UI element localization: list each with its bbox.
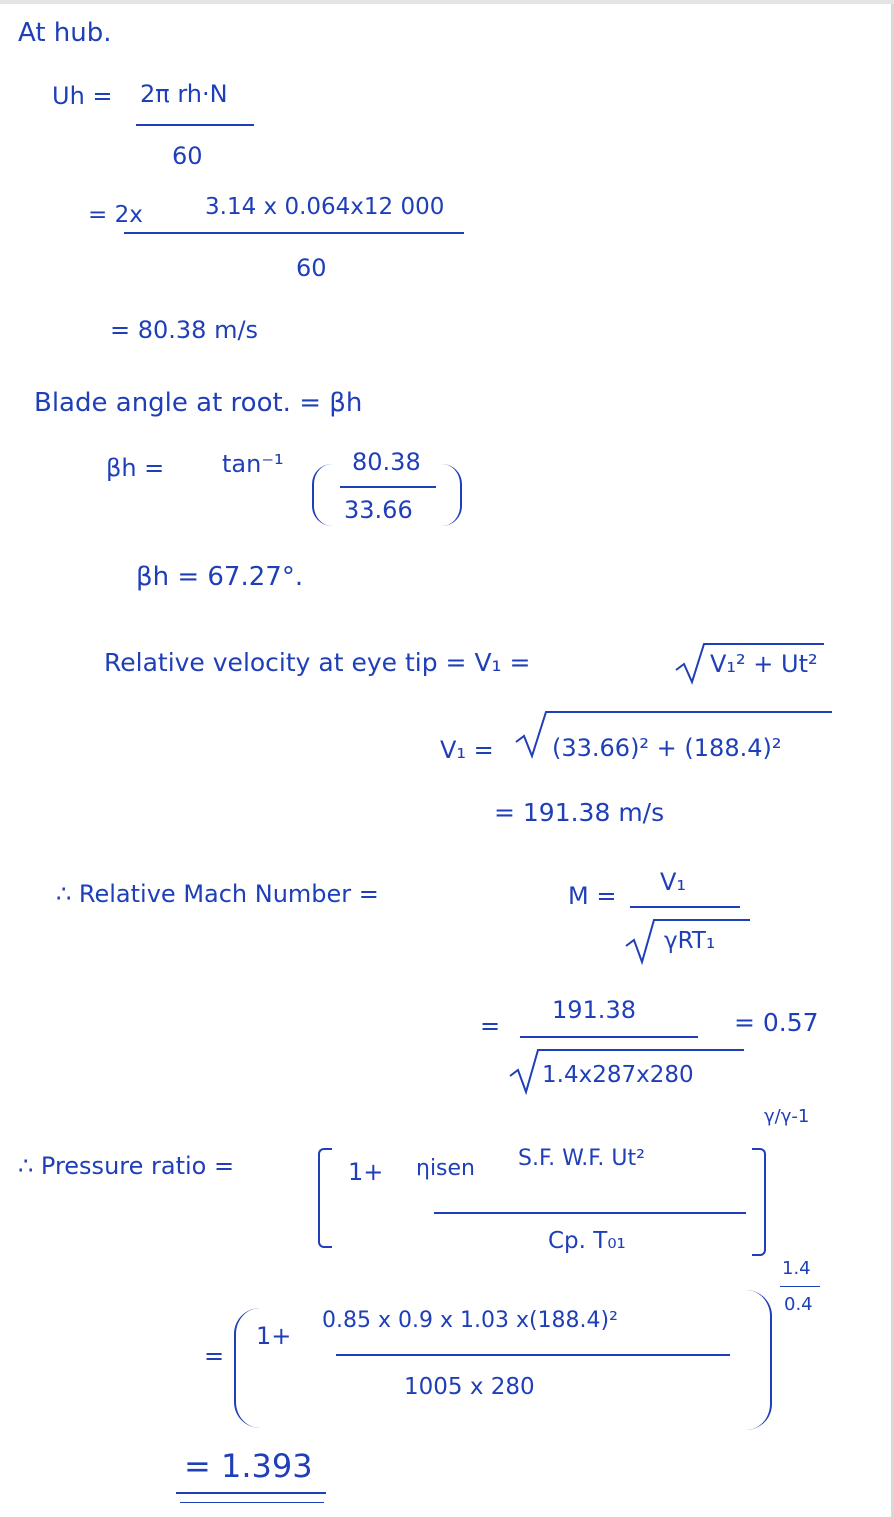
beta-lhs: βh = xyxy=(106,454,165,482)
mach-lhs: M = xyxy=(568,882,617,910)
v1-root-expression: (33.66)² + (188.4)² xyxy=(552,734,782,762)
open-bracket xyxy=(318,1148,332,1248)
beta-frac-num: 80.38 xyxy=(352,448,421,476)
exp-fraction-bar xyxy=(780,1286,820,1287)
mach-fraction-bar2 xyxy=(520,1036,698,1038)
pressure-fraction-bar2 xyxy=(336,1354,730,1356)
mach-statement: ∴ Relative Mach Number = xyxy=(56,880,379,908)
uh-numerator: 2π rh·N xyxy=(140,80,228,108)
uh-sub-denominator: 60 xyxy=(296,254,327,282)
mach-result: = 0.57 xyxy=(734,1008,819,1037)
pressure-numerator: S.F. W.F. Ut² xyxy=(518,1146,645,1171)
mach-fraction-bar xyxy=(630,906,740,908)
pressure-denominator2: 1005 x 280 xyxy=(404,1374,535,1400)
open-paren xyxy=(312,464,332,526)
uh-result: = 80.38 m/s xyxy=(110,316,259,344)
pressure-eq: = xyxy=(204,1342,225,1370)
beta-frac-den: 33.66 xyxy=(344,496,413,524)
beta-result: βh = 67.27°. xyxy=(136,562,304,592)
relvel-statement-root: V₁² + Ut² xyxy=(710,650,818,678)
result-underline-2 xyxy=(180,1502,324,1503)
pressure-plus2: 1+ xyxy=(256,1322,292,1350)
eta-isen: ηisen xyxy=(416,1156,475,1181)
section-title: At hub. xyxy=(18,18,112,48)
result-underline xyxy=(176,1492,326,1494)
pressure-result: = 1.393 xyxy=(184,1447,313,1485)
mach-eq2: = xyxy=(480,1012,501,1040)
relvel-statement: Relative velocity at eye tip = V₁ = xyxy=(104,648,531,677)
uh-sub-numerator: 3.14 x 0.064x12 000 xyxy=(205,194,445,220)
uh-sub-eq: = 2x xyxy=(88,202,143,228)
v1-lhs: V₁ = xyxy=(440,736,494,764)
close-paren-large xyxy=(746,1290,772,1430)
exp-denominator: 0.4 xyxy=(784,1294,813,1315)
uh-denominator: 60 xyxy=(172,142,203,170)
pressure-plus: 1+ xyxy=(348,1158,384,1186)
mach-denominator-root2: 1.4x287x280 xyxy=(542,1062,694,1088)
pressure-numerator2: 0.85 x 0.9 x 1.03 x(188.4)² xyxy=(322,1308,618,1333)
pressure-fraction-bar xyxy=(434,1212,746,1214)
close-paren xyxy=(442,464,462,526)
uh-fraction-bar xyxy=(136,124,254,126)
tan-inverse: tan⁻¹ xyxy=(222,450,284,478)
mach-denominator-root: γRT₁ xyxy=(664,928,716,954)
uh-sub-fraction-bar xyxy=(124,232,464,234)
close-bracket xyxy=(752,1148,766,1256)
pressure-exponent: γ/γ-1 xyxy=(764,1106,810,1127)
mach-numerator2: 191.38 xyxy=(552,996,636,1024)
v1-result: = 191.38 m/s xyxy=(494,798,665,827)
mach-numerator: V₁ xyxy=(660,868,687,896)
exp-numerator: 1.4 xyxy=(782,1258,811,1279)
pressure-denominator: Cp. T₀₁ xyxy=(548,1228,626,1254)
blade-statement: Blade angle at root. = βh xyxy=(34,388,363,418)
uh-lhs: Uh = xyxy=(52,82,113,110)
pressure-statement: ∴ Pressure ratio = xyxy=(18,1152,235,1180)
beta-fraction-bar xyxy=(340,486,436,488)
